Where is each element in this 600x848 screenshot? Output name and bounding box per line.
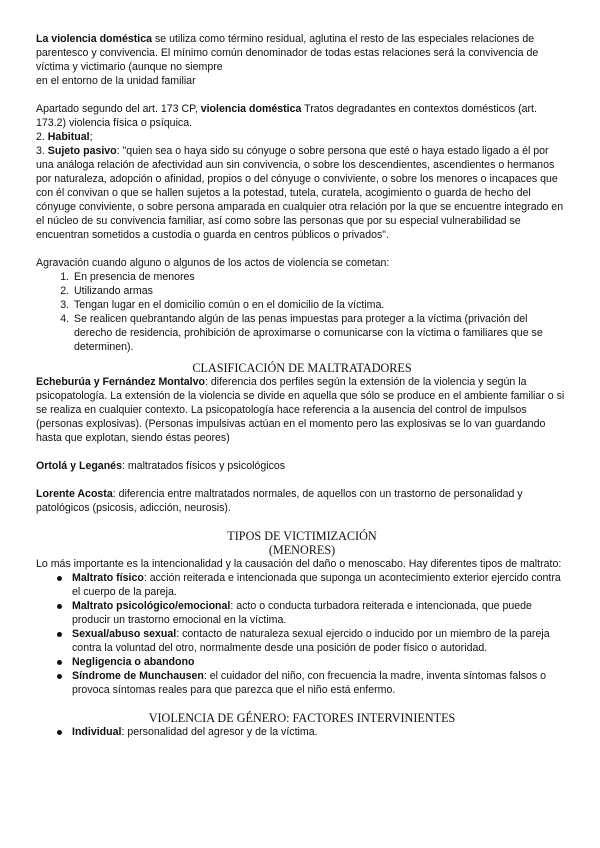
aggravation-intro: Agravación cuando alguno o algunos de los actos de violencia se cometan: xyxy=(36,257,390,269)
item-number: 3. xyxy=(36,145,48,157)
document-page xyxy=(36,32,568,739)
list-item: 3. Tengan lugar en el domicilio común o en el domicilio de la víctima. xyxy=(72,298,568,312)
article-item-2 xyxy=(36,130,568,144)
list-item xyxy=(72,627,568,655)
item-number: 2. xyxy=(36,131,48,143)
bullet-icon xyxy=(57,576,62,581)
intro-text: se utiliza como término residual, aglutina el resto de las especiales relaciones de parentesco y convivencia. El mínimo común denominador de todas estas relaciones será la convivencia de víctima y victimario (aunque no siempre xyxy=(36,33,539,73)
victimization-subtitle: (MENORES) xyxy=(268,543,336,557)
author-text: : diferencia entre maltratados normales, de aquellos con un trastorno de personalidad y patológicos (psicosis, adicción, neurosis). xyxy=(36,488,523,514)
bullet-icon xyxy=(57,674,62,679)
article-text: Tratos degradantes en contextos domésticos (art. 173.2) violencia física o psíquica. xyxy=(36,103,537,129)
author-term: Echeburúa y Fernández Montalvo xyxy=(36,376,205,388)
author-text: : diferencia dos perfiles según la extensión de la violencia y según la psicopatología. La extensión de la violencia se divide en aquella que sólo se produce en el ambiente familiar o si se realiza en cualquier contexto. La psicopatología hace referencia a la ausencia del control de impulsos (personas explosivas). (Personas impulsivas actúan en el momento pero las explosivas se lo van guardando hasta que explotan, siendo éstas peores) xyxy=(36,376,565,444)
article-prefix: Apartado segundo del art. 173 CP, xyxy=(36,103,201,115)
list-item: 2. Utilizando armas xyxy=(72,284,568,298)
list-item xyxy=(72,725,568,739)
item-term: Sexual/abuso sexual xyxy=(72,628,177,640)
bullet-icon xyxy=(57,730,62,735)
item-text: : contacto de naturaleza sexual ejercido o inducido por un miembro de la pareja contra la voluntad del otro, normalmente desde una posición de poder físico o autoridad. xyxy=(72,628,550,654)
list-item xyxy=(72,669,568,697)
item-term: Maltrato físico xyxy=(72,572,144,584)
item-text: : personalidad del agresor y de la víctima. xyxy=(121,726,318,738)
author-text: : maltratados físicos y psicológicos xyxy=(121,460,286,472)
list-item xyxy=(72,599,568,627)
list-item: 4. Se realicen quebrantando algún de las penas impuestas para proteger a la víctima (privación del derecho de residencia, prohibición de aproximarse o comunicarse con la víctima o familiares que se determinen). xyxy=(72,312,568,354)
classification-title: CLASIFICACIÓN DE MALTRATADORES xyxy=(192,361,412,375)
item-text: : acto o conducta turbadora reiterada e intencionada, que puede producir un trastorno emocional en la víctima. xyxy=(72,600,532,626)
list-item: 1. En presencia de menores xyxy=(72,270,568,284)
ortola-paragraph xyxy=(36,459,568,473)
aggravation-list xyxy=(36,270,568,354)
intro-paragraph xyxy=(36,32,568,88)
item-term: Habitual xyxy=(47,131,90,143)
item-text: : acción reiterada e intencionada que suponga un acontecimiento exterior ejercido contra el cuerpo de la pareja. xyxy=(72,572,561,598)
echeburua-paragraph xyxy=(36,375,568,445)
item-term: Individual xyxy=(72,726,122,738)
article-item-3 xyxy=(36,144,568,242)
article-term: violencia doméstica xyxy=(200,103,302,115)
gender-list xyxy=(36,725,568,739)
item-text: : "quien sea o haya sido su cónyuge o sobre persona que esté o haya estado ligado a él por una análoga relación de afectividad aun sin convivencia, o sobre los descendientes, ascendientes o hermanos por naturaleza, adopción o afinidad, propios o del cónyuge o conviviente, o sobre los menores o incapaces que con él convivan o que se hallen sujetos a la potestad, tutela, curatela, acogimiento o guarda de hecho del cónyuge conviviente, o sobre persona amparada en cualquier otra relación por la que se encuentre integrado en el núcleo de su convivencia familiar, así como sobre las personas que por su especial vulnerabilidad se encuentran sometidos a custodia o guarda en centros públicos o privados". xyxy=(36,145,564,241)
victimization-intro: Lo más importante es la intencionalidad y la causación del daño o menoscabo. Hay diferentes tipos de maltrato: xyxy=(36,558,562,570)
article-paragraph xyxy=(36,102,568,130)
lorente-paragraph xyxy=(36,487,568,515)
victimization-title: TIPOS DE VICTIMIZACIÓN xyxy=(227,529,377,543)
item-term: Negligencia o abandono xyxy=(72,656,195,668)
item-term: Sujeto pasivo xyxy=(47,145,117,157)
intro-line2: en el entorno de la unidad familiar xyxy=(36,75,196,87)
intro-term: La violencia doméstica xyxy=(36,33,152,45)
author-term: Lorente Acosta xyxy=(36,488,113,500)
list-item xyxy=(72,655,568,669)
item-text: : el cuidador del niño, con frecuencia la madre, inventa síntomas falsos o provoca síntomas reales para que parezca que el niño está enfermo. xyxy=(72,670,546,696)
bullet-icon xyxy=(57,660,62,665)
victimization-list xyxy=(36,571,568,697)
author-term: Ortolá y Leganés xyxy=(36,460,122,472)
bullet-icon xyxy=(57,632,62,637)
item-term: Síndrome de Munchausen xyxy=(72,670,204,682)
item-term: Maltrato psicológico/emocional xyxy=(72,600,231,612)
bullet-icon xyxy=(57,604,62,609)
list-item xyxy=(72,571,568,599)
item-text: ; xyxy=(89,131,93,143)
gender-title: VIOLENCIA DE GÉNERO: FACTORES INTERVINIENTES xyxy=(148,711,456,725)
